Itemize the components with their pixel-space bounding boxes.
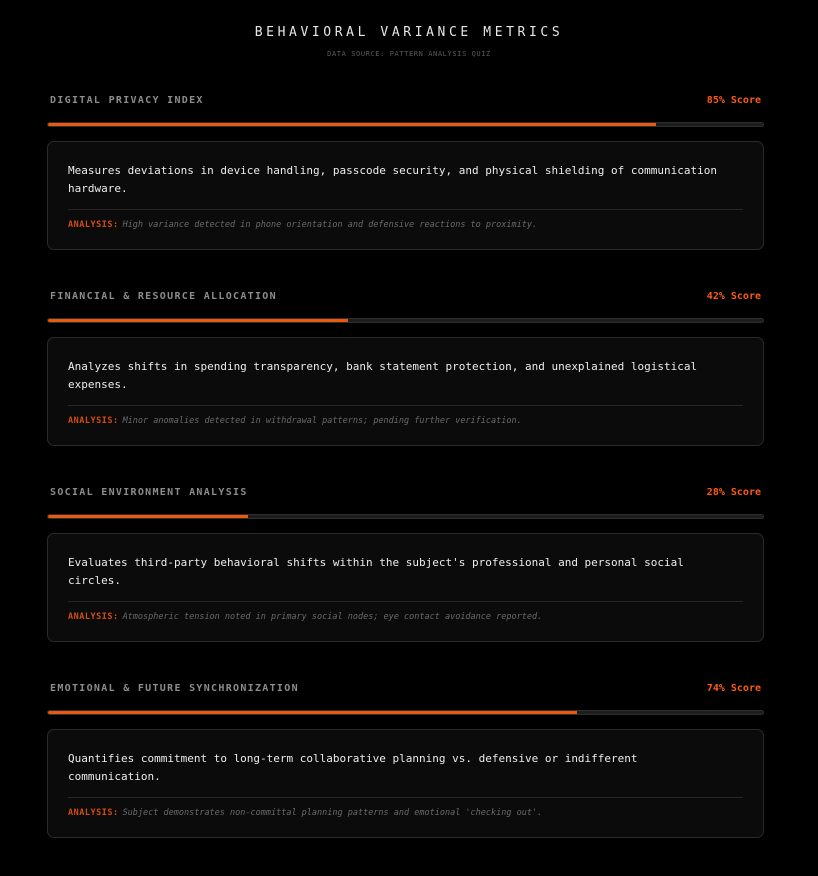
metric-score xyxy=(707,683,761,694)
metric-score-value: 28 xyxy=(706,487,719,498)
metric-analysis xyxy=(68,414,743,428)
metric-score-value: 74 xyxy=(706,683,719,694)
progress-bar-fill xyxy=(48,319,348,322)
metric-analysis xyxy=(68,610,743,624)
metric-section-1 xyxy=(47,92,764,288)
page-header xyxy=(0,0,818,58)
metric-header xyxy=(47,288,764,308)
metric-section-3 xyxy=(47,484,764,680)
analysis-label: ANALYSIS: xyxy=(68,612,119,622)
progress-bar-track xyxy=(47,710,764,715)
metric-score xyxy=(707,95,761,106)
metric-analysis xyxy=(68,218,743,232)
progress-bar-track xyxy=(47,122,764,127)
analysis-label: ANALYSIS: xyxy=(68,808,119,818)
card-divider xyxy=(68,601,743,602)
progress-bar-fill xyxy=(48,123,656,126)
metric-section-4 xyxy=(47,680,764,876)
metric-card xyxy=(47,337,764,446)
card-divider xyxy=(68,209,743,210)
metric-description: Evaluates third-party behavioral shifts within the subject's professional and personal social circles. xyxy=(68,556,684,587)
progress-bar-fill xyxy=(48,515,248,518)
metric-title: DIGITAL PRIVACY INDEX xyxy=(50,95,204,106)
metric-score-value: 85 xyxy=(706,95,719,106)
analysis-label: ANALYSIS: xyxy=(68,416,119,426)
metric-title: EMOTIONAL & FUTURE SYNCHRONIZATION xyxy=(50,683,299,694)
metric-header xyxy=(47,92,764,112)
metric-score xyxy=(707,487,761,498)
metric-header xyxy=(47,484,764,504)
card-divider xyxy=(68,797,743,798)
metric-title: FINANCIAL & RESOURCE ALLOCATION xyxy=(50,291,277,302)
analysis-label: ANALYSIS: xyxy=(68,220,119,230)
metric-card xyxy=(47,533,764,642)
analysis-text: Atmospheric tension noted in primary social nodes; eye contact avoidance reported. xyxy=(122,612,543,622)
progress-bar-track xyxy=(47,514,764,519)
metrics-list xyxy=(47,92,764,876)
progress-bar-fill xyxy=(48,711,577,714)
metric-card xyxy=(47,141,764,250)
metric-description: Analyzes shifts in spending transparency, bank statement protection, and unexplained logistical expenses. xyxy=(68,360,698,391)
metric-score-suffix: % Score xyxy=(718,487,761,498)
metric-description: Measures deviations in device handling, passcode security, and physical shielding of communication hardware. xyxy=(68,164,718,195)
progress-bar-track xyxy=(47,318,764,323)
metric-description: Quantifies commitment to long-term collaborative planning vs. defensive or indifferent communication. xyxy=(68,752,638,783)
page-subtitle: DATA SOURCE: PATTERN ANALYSIS QUIZ xyxy=(327,50,491,58)
page-title: BEHAVIORAL VARIANCE METRICS xyxy=(254,25,564,40)
metric-score-suffix: % Score xyxy=(718,95,761,106)
metric-score xyxy=(707,291,761,302)
metric-card xyxy=(47,729,764,838)
analysis-text: Subject demonstrates non-committal planning patterns and emotional 'checking out'. xyxy=(122,808,543,818)
metric-score-suffix: % Score xyxy=(718,683,761,694)
metric-title: SOCIAL ENVIRONMENT ANALYSIS xyxy=(50,487,248,498)
card-divider xyxy=(68,405,743,406)
metric-analysis xyxy=(68,806,743,820)
analysis-text: High variance detected in phone orientation and defensive reactions to proximity. xyxy=(122,220,538,230)
analysis-text: Minor anomalies detected in withdrawal patterns; pending further verification. xyxy=(122,416,522,426)
metric-score-value: 42 xyxy=(706,291,719,302)
metric-header xyxy=(47,680,764,700)
metric-score-suffix: % Score xyxy=(718,291,761,302)
metric-section-2 xyxy=(47,288,764,484)
